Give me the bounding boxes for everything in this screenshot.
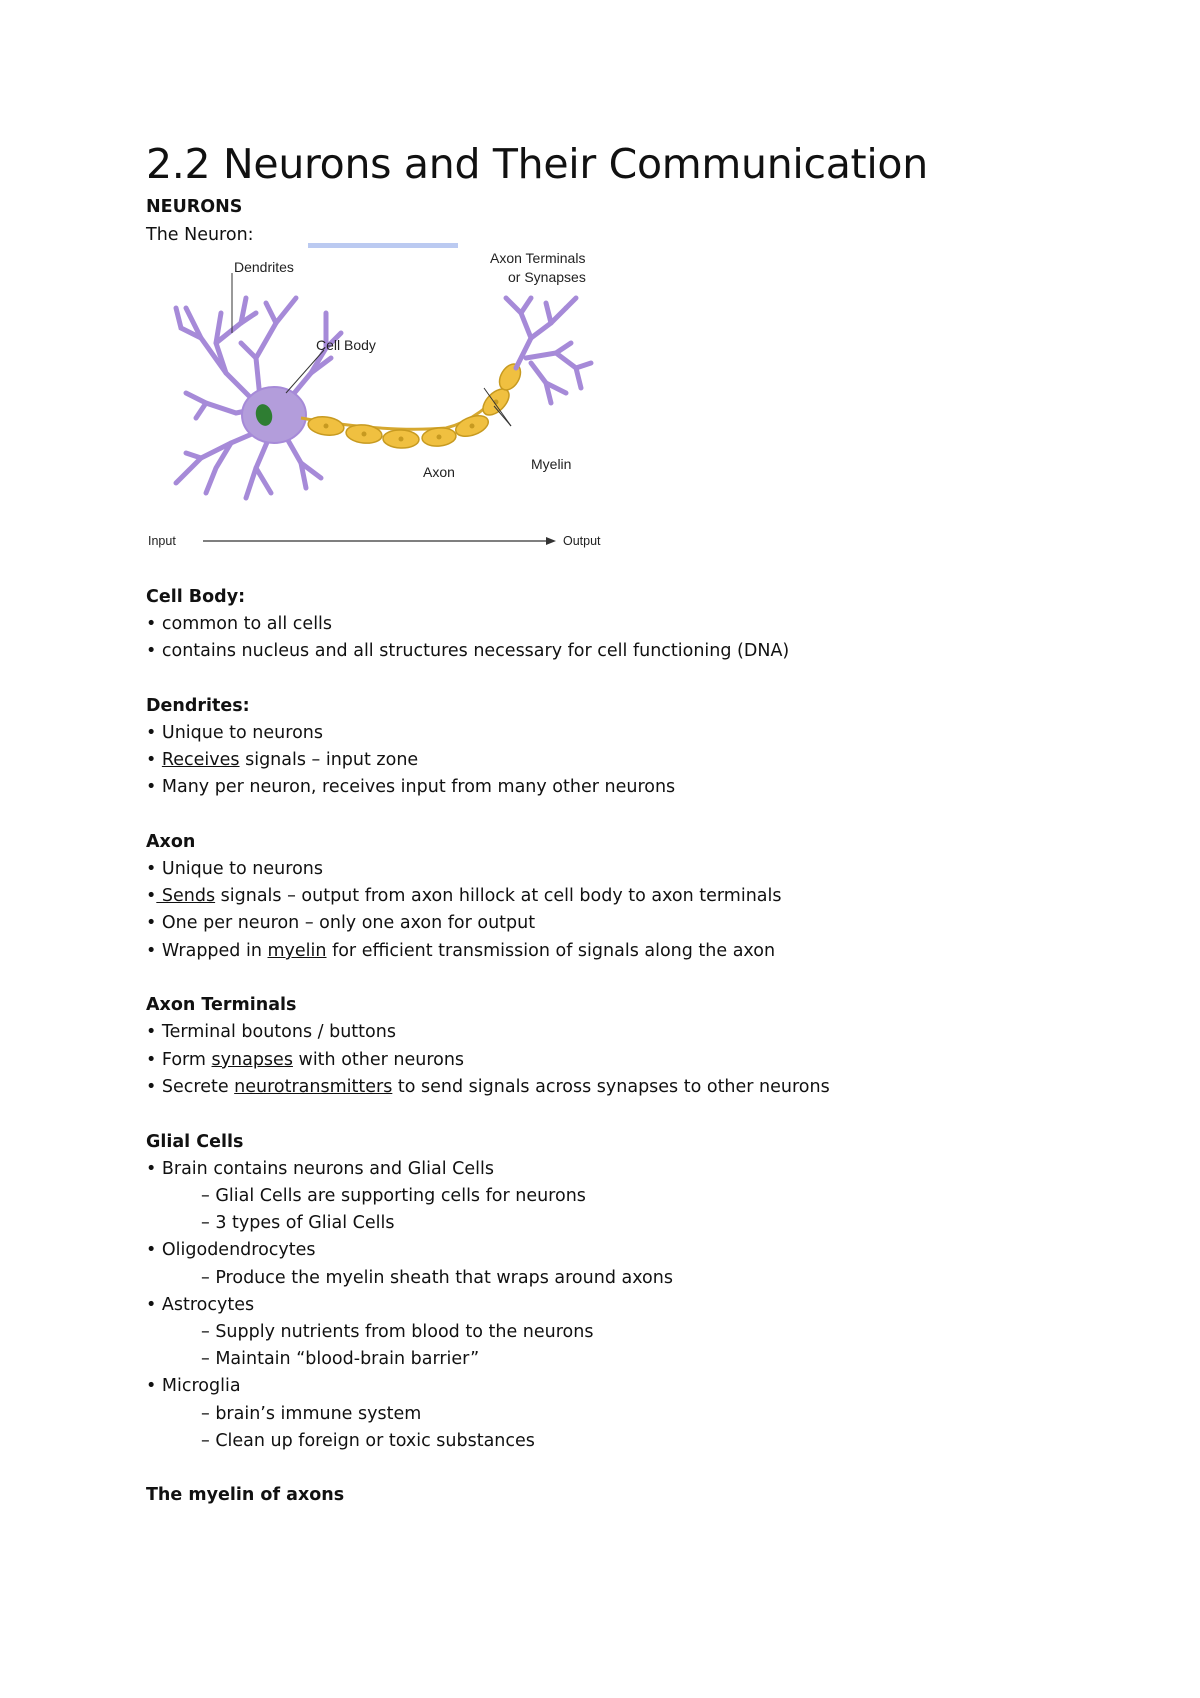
dendrites-item-3: • Many per neuron, receives input from many other neurons (146, 777, 676, 797)
axon-item-3: • One per neuron – only one axon for output (146, 913, 536, 933)
cell-body-shape (242, 387, 306, 443)
axon-item-1: • Unique to neurons (146, 859, 323, 879)
text-span: • Wrapped in (146, 941, 268, 961)
label-myelin: Myelin (531, 456, 572, 472)
dendrites-heading: Dendrites: (146, 696, 250, 716)
axon-terminals-heading: Axon Terminals (146, 995, 297, 1015)
neuron-diagram-svg (146, 243, 616, 555)
glial-subline: – Supply nutrients from blood to the neurons (201, 1322, 594, 1342)
underlined-term: synapses (211, 1050, 293, 1070)
glial-subline: – Produce the myelin sheath that wraps around axons (201, 1268, 673, 1288)
neuron-diagram (146, 243, 616, 555)
axon-item-2 (146, 885, 782, 907)
underlined-term: neurotransmitters (234, 1077, 393, 1097)
page-title: 2.2 Neurons and Their Communication (146, 140, 928, 188)
cell-body-heading: Cell Body: (146, 587, 246, 607)
label-output: Output (563, 534, 601, 548)
axon-heading: Axon (146, 832, 196, 852)
text-span: • (146, 886, 157, 906)
cell-body-item-1: • common to all cells (146, 614, 333, 634)
label-input: Input (148, 534, 176, 548)
text-span: • (146, 750, 162, 770)
intro-text: The Neuron: (146, 225, 254, 245)
glial-subline: – Glial Cells are supporting cells for neurons (201, 1186, 586, 1206)
underlined-term: myelin (267, 941, 327, 961)
label-synapses: or Synapses (508, 269, 586, 285)
label-axon-terminals: Axon Terminals (490, 250, 586, 266)
axon-terminals-shape (506, 298, 591, 403)
text-span: to send signals across synapses to other neurons (392, 1077, 830, 1097)
label-dendrites: Dendrites (234, 259, 294, 275)
myelin-segments (307, 360, 525, 448)
glial-line: • Brain contains neurons and Glial Cells (146, 1159, 494, 1179)
text-span: signals – output from axon hillock at cell body to axon terminals (215, 886, 782, 906)
glial-subline: – Maintain “blood-brain barrier” (201, 1349, 480, 1369)
label-axon: Axon (423, 464, 455, 480)
header-remnant (308, 243, 458, 248)
axon-terminals-item-2 (146, 1049, 464, 1071)
text-span: signals – input zone (239, 750, 419, 770)
section-heading: NEURONS (146, 197, 243, 217)
text-span: • Secrete (146, 1077, 235, 1097)
glial-subline: – Clean up foreign or toxic substances (201, 1431, 535, 1451)
axon-terminals-item-3 (146, 1076, 830, 1098)
glial-subline: – brain’s immune system (201, 1404, 422, 1424)
dendrites-item-2 (146, 749, 418, 771)
dendrites-item-1: • Unique to neurons (146, 723, 323, 743)
glial-line: • Astrocytes (146, 1295, 255, 1315)
axon-terminals-item-1: • Terminal boutons / buttons (146, 1022, 396, 1042)
glial-subline: – 3 types of Glial Cells (201, 1213, 395, 1233)
text-span: for efficient transmission of signals along the axon (326, 941, 776, 961)
cell-body-item-2: • contains nucleus and all structures necessary for cell functioning (DNA) (146, 641, 790, 661)
underlined-term: Sends (156, 886, 216, 906)
text-span: • Form (146, 1050, 212, 1070)
glial-line: • Oligodendrocytes (146, 1240, 316, 1260)
underlined-term: Receives (161, 750, 240, 770)
glial-line: • Microglia (146, 1376, 241, 1396)
text-span: with other neurons (292, 1050, 465, 1070)
arrow-head (546, 537, 556, 545)
myelin-heading: The myelin of axons (146, 1485, 345, 1505)
label-cell-body: Cell Body (316, 337, 376, 353)
axon-item-4 (146, 940, 775, 962)
glial-heading: Glial Cells (146, 1132, 244, 1152)
